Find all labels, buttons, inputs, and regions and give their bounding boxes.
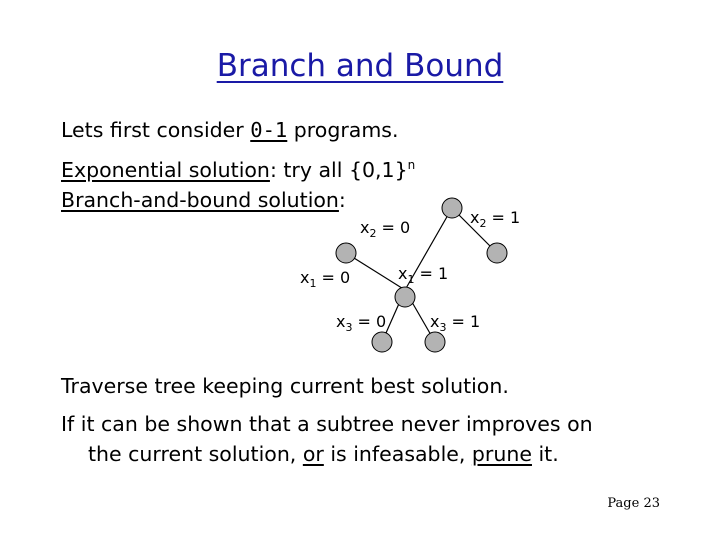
tree-node-x3-1	[425, 332, 445, 352]
intro-line-3: Branch-and-bound solution:	[61, 188, 346, 212]
label-x2-0: $x_2 = 0$	[360, 218, 411, 241]
label-x3-0: $x_3 = 0$	[336, 312, 387, 335]
body-line-1: Traverse tree keeping current best solution.	[61, 374, 509, 398]
tree-node-x3-0	[372, 332, 392, 352]
tree-node-x2-1	[487, 243, 507, 263]
label-x2-1: $x_2 = 1$	[470, 208, 521, 231]
intro-line-2: Exponential solution: try all $\{0,1\}^n$	[61, 157, 416, 182]
body-line-3: the current solution, or is infeasable, prune it.	[88, 442, 559, 466]
slide-title: Branch and Bound	[216, 48, 504, 84]
label-x1-0: $x_1 = 0$	[300, 268, 351, 291]
body-line-2: If it can be shown that a subtree never improves on	[61, 412, 593, 436]
tree-node-root	[442, 198, 462, 218]
page-number: Page 23	[607, 496, 660, 511]
label-x1-1: $x_1 = 1$	[398, 264, 449, 287]
tree-node-x2-0	[336, 243, 356, 263]
label-x3-1: $x_3 = 1$	[430, 312, 481, 335]
intro-line-1: Lets first consider 0-1 programs.	[61, 118, 399, 142]
tree-node-x1	[395, 287, 415, 307]
